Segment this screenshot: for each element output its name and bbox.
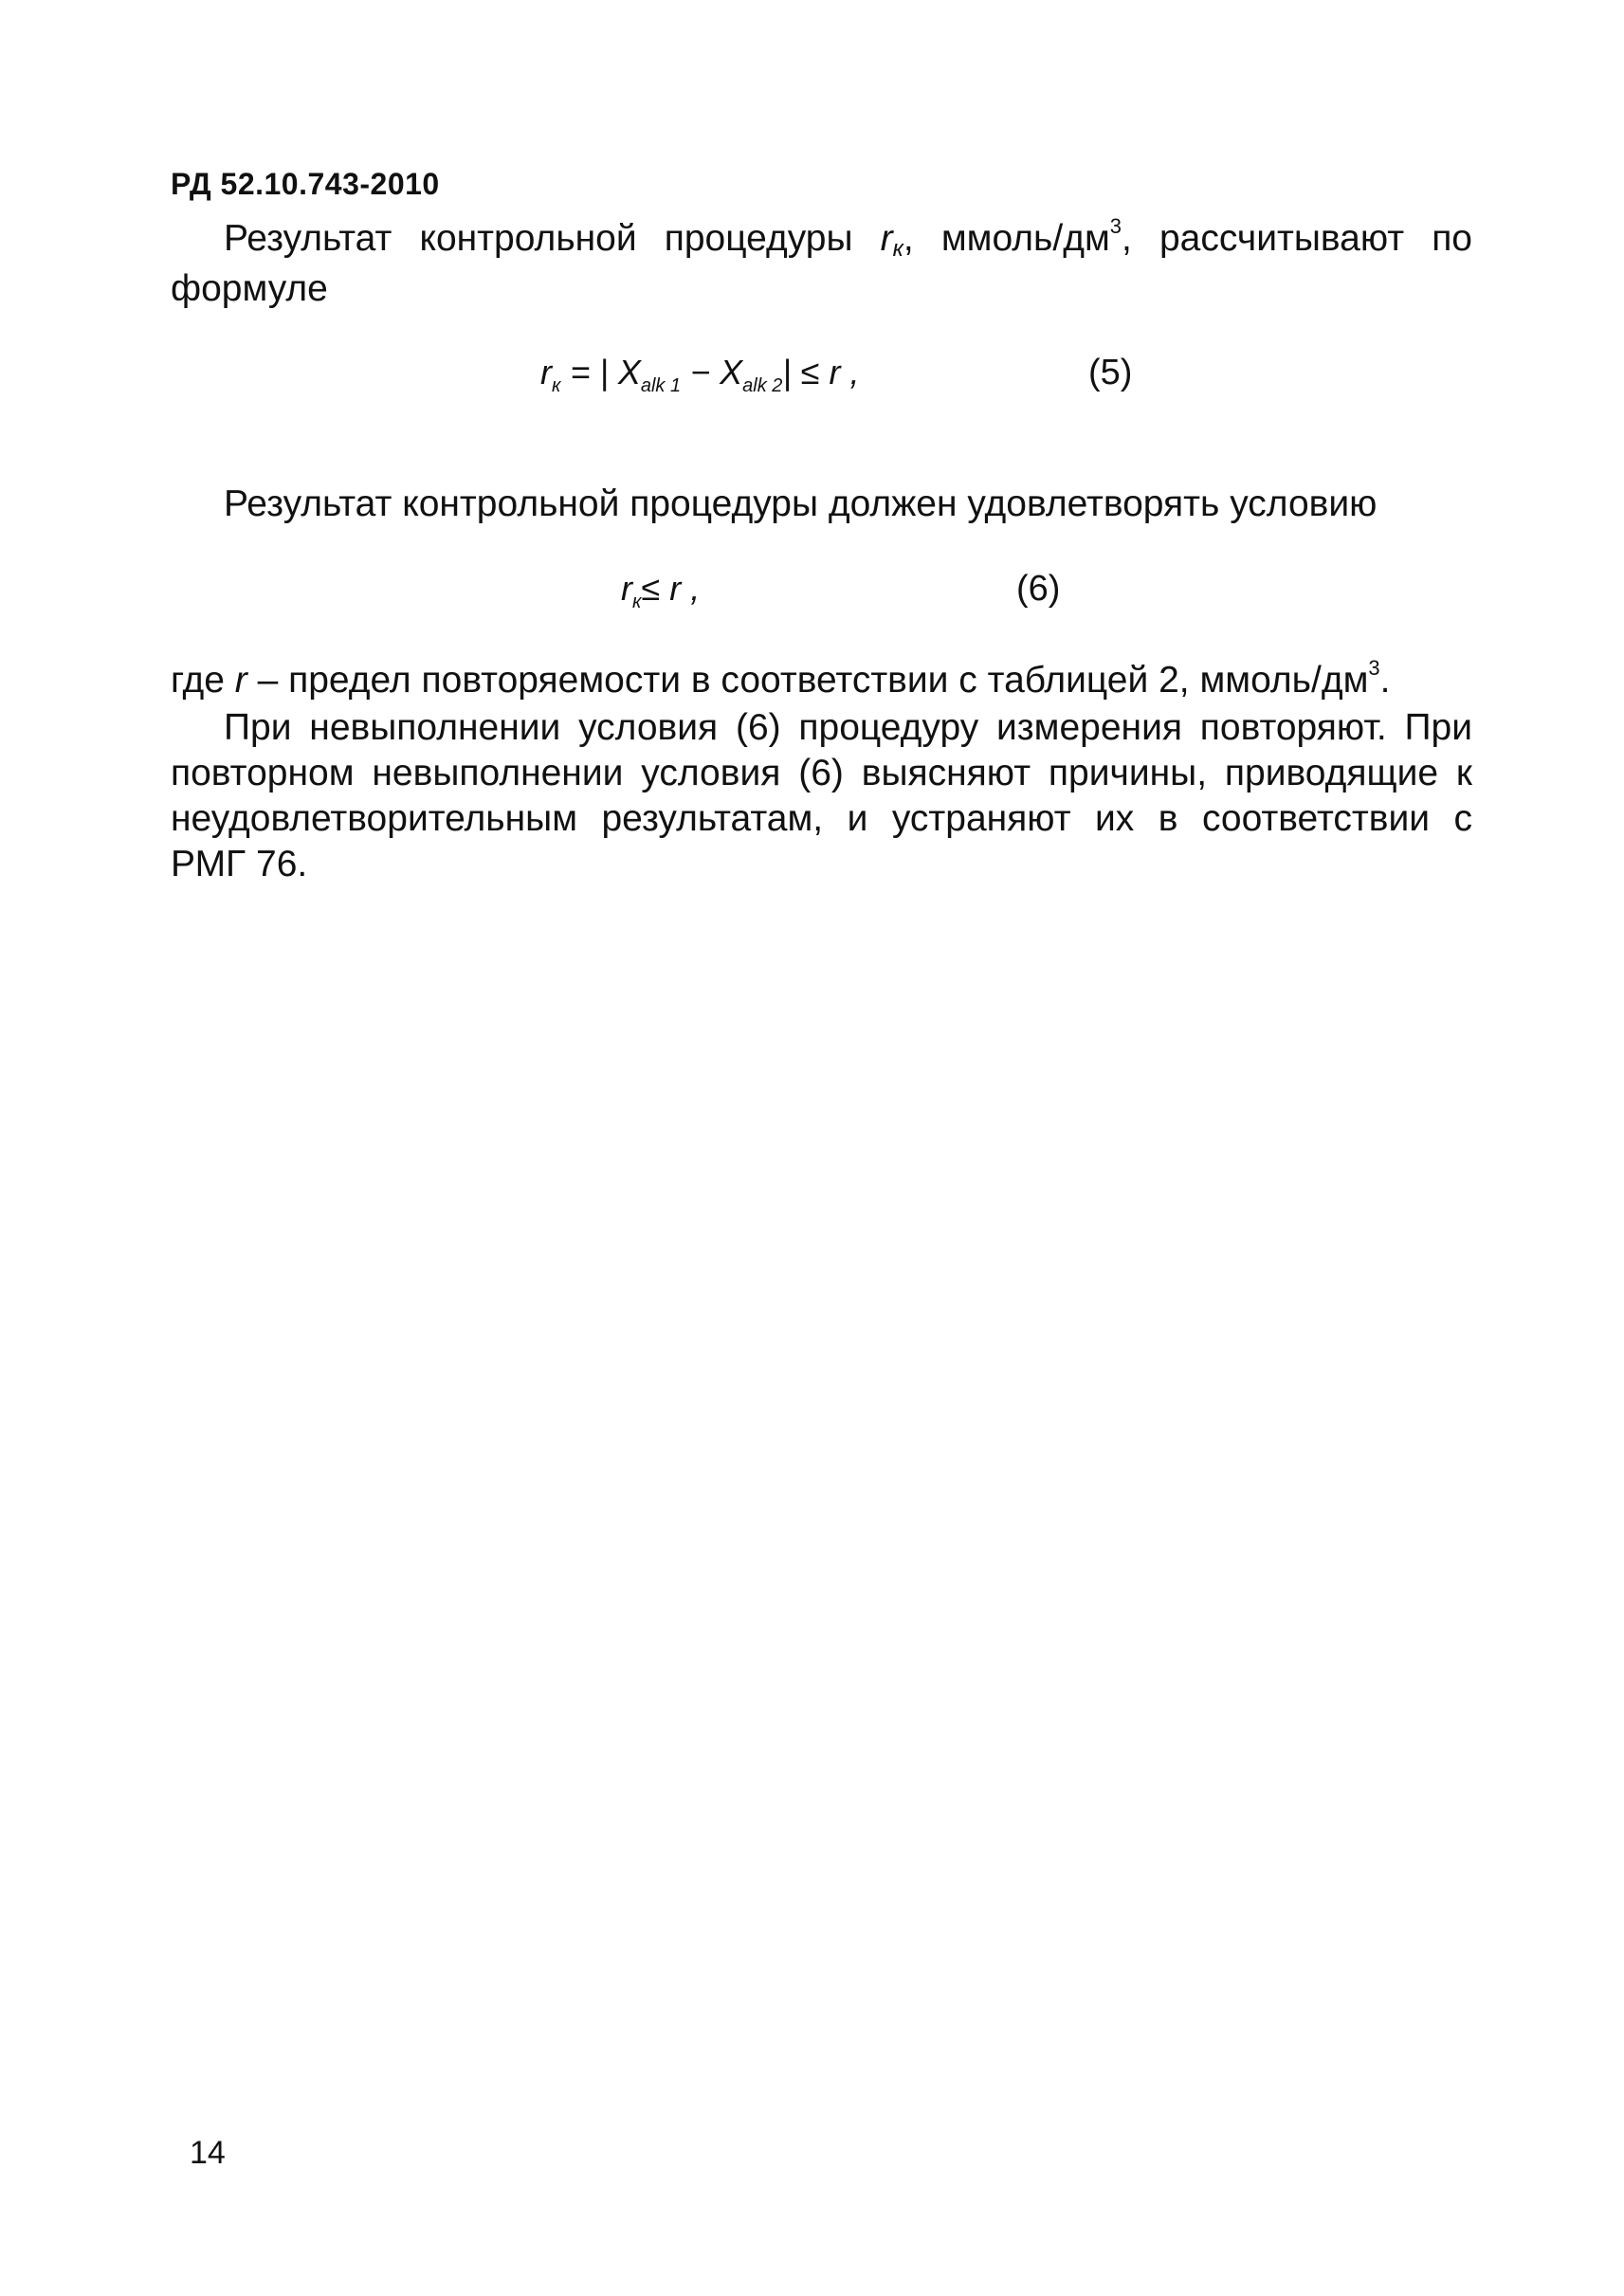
page-number: 14	[190, 2135, 226, 2171]
paragraph-line	[171, 216, 1472, 266]
paragraph-repeat	[171, 705, 1472, 887]
paragraph-control-result	[171, 216, 1472, 312]
text-fragment: , рассчитывают по	[1122, 218, 1472, 259]
text-fragment: где	[171, 660, 235, 701]
variable-subscript: к	[892, 236, 903, 262]
paragraph-condition: Результат контрольной процедуры должен удовлетворять условию	[224, 483, 1378, 524]
formula-6	[621, 569, 701, 612]
text-fragment: – предел повторяемости в соответствии с таблицей 2, ммоль/дм	[246, 660, 1369, 701]
formula-subscript: alk 2	[742, 375, 783, 396]
paragraph-line: повторном невыполнении условия (6) выясняют причины, приводящие к	[171, 753, 1472, 793]
formula-subscript: к	[632, 592, 642, 612]
formula-subscript: к	[552, 375, 561, 396]
variable-r: r	[880, 218, 893, 259]
formula-lhs: r	[621, 569, 632, 608]
formula-part: ≤ r ,	[641, 569, 701, 608]
formula-part: | ≤ r ,	[782, 353, 860, 392]
text-fragment: .	[1379, 660, 1391, 701]
formula-lhs: r	[540, 353, 552, 392]
variable-r: r	[234, 660, 247, 701]
superscript: 3	[1109, 214, 1122, 238]
paragraph-line: При невыполнении условия (6) процедуру измерения повторяют. При	[224, 707, 1472, 748]
formula-5	[540, 353, 860, 396]
equation-number-5: (5)	[1088, 353, 1133, 392]
document-code: РД 52.10.743-2010	[171, 167, 440, 201]
paragraph-line: формуле	[171, 268, 328, 309]
equation-number-6: (6)	[1016, 569, 1061, 609]
paragraph-line: РМГ 76.	[171, 844, 308, 884]
formula-part: − X	[681, 353, 743, 392]
text-fragment: Результат контрольной процедуры	[224, 218, 881, 259]
paragraph-where	[171, 658, 1472, 703]
formula-part: = | X	[560, 353, 641, 392]
text-fragment: , ммоль/дм	[903, 218, 1110, 259]
superscript: 3	[1368, 656, 1380, 680]
formula-subscript: alk 1	[640, 375, 682, 396]
paragraph-line: неудовлетворительным результатам, и устраняют их в соответствии с	[171, 798, 1472, 839]
